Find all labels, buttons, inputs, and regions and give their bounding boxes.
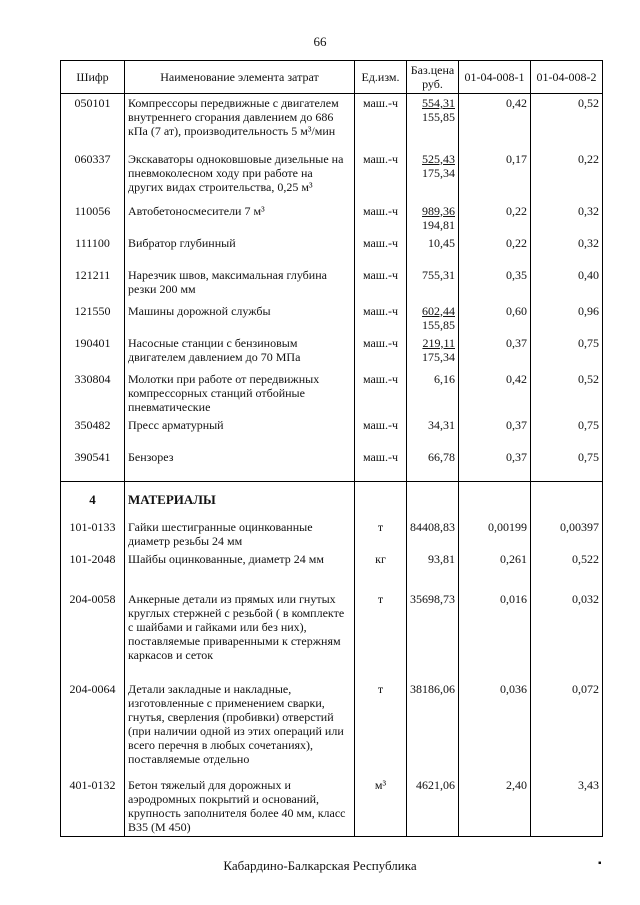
table-row [61,150,603,202]
row-price [407,202,459,234]
price-base: 989,36 [422,203,455,218]
section-row [61,482,603,518]
table-row [61,448,603,482]
row-price [407,416,459,448]
empty-cell [531,482,603,518]
table-row [61,590,603,680]
table-row [61,370,603,416]
row-unit: маш.-ч [355,234,407,266]
row-name: Машины дорожной службы [125,302,355,334]
row-value-1: 0,22 [459,234,531,266]
row-code: 390541 [61,448,125,482]
row-value-1: 0,261 [459,550,531,590]
price-wage: 155,85 [422,317,455,332]
table-row [61,94,603,150]
row-value-1: 0,60 [459,302,531,334]
price-base: 554,31 [422,96,455,110]
row-unit: маш.-ч [355,302,407,334]
row-value-1: 0,42 [459,370,531,416]
cost-elements-table [60,60,603,837]
row-code: 401-0132 [61,776,125,837]
row-value-2: 0,52 [531,370,603,416]
row-value-2: 0,072 [531,680,603,776]
row-value-1: 0,37 [459,448,531,482]
row-price: 84408,83 [407,518,459,550]
row-code: 050101 [61,94,125,150]
price-wage: 194,81 [422,217,455,232]
row-unit: м³ [355,776,407,837]
table-row [61,266,603,302]
empty-cell [459,482,531,518]
row-value-2: 0,32 [531,202,603,234]
row-value-1: 2,40 [459,776,531,837]
row-value-1: 0,036 [459,680,531,776]
row-name: Анкерные детали из прямых или гнутых круглых стержней с резьбой ( в комплекте с шайбами и гайками или без них), поставляемые приваренными к стержням каркасов и сеток [125,590,355,680]
row-unit: т [355,590,407,680]
row-name: Бетон тяжелый для дорожных и аэродромных покрытий и оснований, крупность заполнителя более 40 мм, класс В35 (М 450) [125,776,355,837]
row-value-1: 0,00199 [459,518,531,550]
row-price [407,266,459,302]
row-value-2: 0,22 [531,150,603,202]
row-code: 110056 [61,202,125,234]
section-code: 4 [61,482,125,518]
row-unit: маш.-ч [355,448,407,482]
price-base: 10,45 [428,235,455,250]
row-value-1: 0,22 [459,202,531,234]
table-row [61,302,603,334]
row-value-1: 0,37 [459,334,531,370]
row-name: Компрессоры передвижные с двигателем внутреннего сгорания давлением до 686 кПа (7 ат), производительность 5 м³/мин [125,94,355,150]
empty-cell [355,482,407,518]
row-code: 190401 [61,334,125,370]
table-row [61,334,603,370]
row-value-2: 0,522 [531,550,603,590]
row-value-2: 0,96 [531,302,603,334]
row-code: 330804 [61,370,125,416]
row-code: 121211 [61,266,125,302]
price-wage: 175,34 [422,165,455,180]
row-price [407,334,459,370]
price-base: 6,16 [434,371,455,386]
row-unit: т [355,680,407,776]
table-row [61,416,603,448]
header-name: Наименование элемента затрат [125,61,355,94]
table-row [61,518,603,550]
row-code: 101-2048 [61,550,125,590]
row-code: 204-0064 [61,680,125,776]
row-name: Пресс арматурный [125,416,355,448]
header-col1: 01-04-008-1 [459,61,531,94]
price-base: 34,31 [428,417,455,432]
row-value-1: 0,17 [459,150,531,202]
row-unit: маш.-ч [355,416,407,448]
row-price: 35698,73 [407,590,459,680]
row-price: 93,81 [407,550,459,590]
row-value-2: 0,75 [531,334,603,370]
table-header [61,61,603,94]
row-name: Молотки при работе от передвижных компрессорных станций отбойные пневматические [125,370,355,416]
row-value-2: 0,032 [531,590,603,680]
section-title: МАТЕРИАЛЫ [125,482,355,518]
row-code: 060337 [61,150,125,202]
row-value-1: 0,35 [459,266,531,302]
row-value-1: 0,42 [459,94,531,150]
row-price [407,94,459,150]
table-row [61,680,603,776]
row-code: 350482 [61,416,125,448]
page-number: 66 [313,34,327,49]
row-unit: маш.-ч [355,266,407,302]
row-name: Детали закладные и накладные, изготовленные с применением сварки, гнутья, сверления (пробивки) отверстий (при наличии одной из этих операций или всего перечня в любых сочетаниях), поставляемые отдельно [125,680,355,776]
row-price: 4621,06 [407,776,459,837]
row-value-2: 0,32 [531,234,603,266]
row-value-2: 0,75 [531,416,603,448]
header-unit: Ед.изм. [355,61,407,94]
price-base: 602,44 [422,303,455,318]
row-code: 121550 [61,302,125,334]
header-col2: 01-04-008-2 [531,61,603,94]
row-unit: маш.-ч [355,94,407,150]
row-value-2: 0,52 [531,94,603,150]
row-name: Нарезчик швов, максимальная глубина резки 200 мм [125,266,355,302]
row-value-1: 0,37 [459,416,531,448]
header-code: Шифр [61,61,125,94]
footer-mark: ▪ [598,858,602,869]
row-price [407,150,459,202]
row-price: 38186,06 [407,680,459,776]
table-row [61,776,603,837]
table-row [61,202,603,234]
row-value-2: 3,43 [531,776,603,837]
empty-cell [407,482,459,518]
row-name: Вибратор глубинный [125,234,355,266]
price-wage: 155,85 [422,110,455,124]
footer-region: Кабардино-Балкарская Республика [223,858,417,873]
table-row [61,234,603,266]
price-base: 525,43 [422,151,455,166]
row-code: 204-0058 [61,590,125,680]
row-price [407,302,459,334]
header-price: Баз.цена руб. [407,61,459,94]
price-base: 219,11 [422,335,455,350]
row-value-1: 0,016 [459,590,531,680]
row-name: Экскаваторы одноковшовые дизельные на пневмоколесном ходу при работе на других видах строительства, 0,25 м³ [125,150,355,202]
row-value-2: 0,40 [531,266,603,302]
row-price [407,370,459,416]
row-unit: маш.-ч [355,202,407,234]
row-value-2: 0,00397 [531,518,603,550]
row-unit: маш.-ч [355,370,407,416]
row-unit: кг [355,550,407,590]
row-code: 111100 [61,234,125,266]
price-wage: 175,34 [422,349,455,364]
row-name: Гайки шестигранные оцинкованные диаметр резьбы 24 мм [125,518,355,550]
price-base: 66,78 [428,449,455,464]
row-name: Бензорез [125,448,355,482]
row-name: Автобетоносмесители 7 м³ [125,202,355,234]
row-unit: маш.-ч [355,334,407,370]
price-base: 755,31 [422,267,455,282]
row-unit: маш.-ч [355,150,407,202]
row-name: Шайбы оцинкованные, диаметр 24 мм [125,550,355,590]
row-code: 101-0133 [61,518,125,550]
row-price [407,234,459,266]
row-unit: т [355,518,407,550]
row-value-2: 0,75 [531,448,603,482]
row-name: Насосные станции с бензиновым двигателем давлением до 70 МПа [125,334,355,370]
row-price [407,448,459,482]
table-row [61,550,603,590]
